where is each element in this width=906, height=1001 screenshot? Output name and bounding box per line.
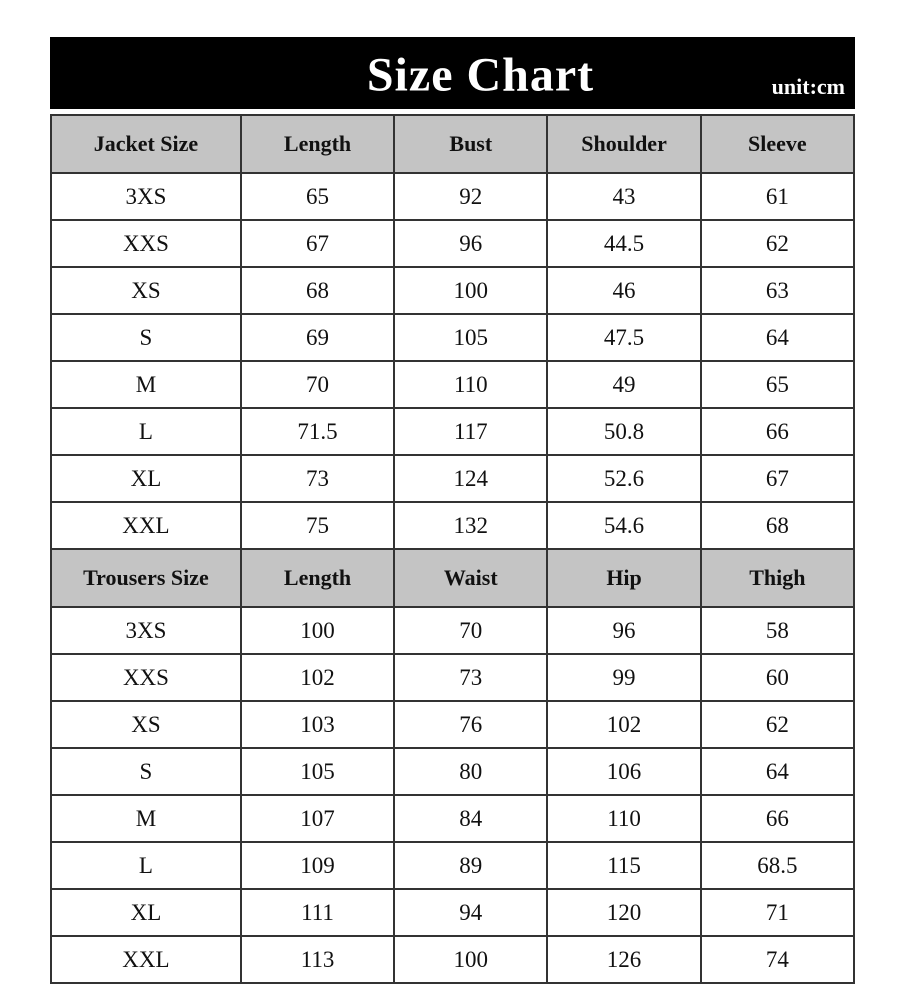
measurement-value: 60	[701, 654, 854, 701]
measurement-value: 68	[241, 267, 394, 314]
measurement-value: 62	[701, 220, 854, 267]
measurement-value: 68	[701, 502, 854, 549]
measurement-value: 71.5	[241, 408, 394, 455]
measurement-value: 67	[241, 220, 394, 267]
measurement-value: 115	[547, 842, 700, 889]
table-row	[51, 220, 854, 267]
table-row	[51, 502, 854, 549]
measurement-value: 103	[241, 701, 394, 748]
measurement-value: 73	[394, 654, 547, 701]
size-label: M	[51, 361, 241, 408]
measurement-value: 100	[394, 267, 547, 314]
measurement-value: 117	[394, 408, 547, 455]
size-label: S	[51, 748, 241, 795]
table-row	[51, 361, 854, 408]
measurement-value: 47.5	[547, 314, 700, 361]
measurement-value: 68.5	[701, 842, 854, 889]
measurement-value: 100	[241, 607, 394, 654]
size-label: 3XS	[51, 607, 241, 654]
measurement-value: 92	[394, 173, 547, 220]
size-label: XS	[51, 701, 241, 748]
measurement-value: 105	[394, 314, 547, 361]
measurement-value: 113	[241, 936, 394, 983]
measurement-value: 96	[394, 220, 547, 267]
measurement-value: 74	[701, 936, 854, 983]
size-label: XXL	[51, 502, 241, 549]
section-title-trousers: Trousers Size	[51, 549, 241, 607]
section-title-jacket: Jacket Size	[51, 115, 241, 173]
unit-label: unit:cm	[771, 74, 845, 99]
measurement-value: 43	[547, 173, 700, 220]
measurement-value: 110	[547, 795, 700, 842]
measurement-value: 70	[394, 607, 547, 654]
measurement-value: 102	[547, 701, 700, 748]
measurement-value: 49	[547, 361, 700, 408]
table-row	[51, 701, 854, 748]
size-label: XXS	[51, 220, 241, 267]
column-header: Thigh	[701, 549, 854, 607]
measurement-value: 64	[701, 314, 854, 361]
size-label: XS	[51, 267, 241, 314]
table-row	[51, 654, 854, 701]
table-row	[51, 607, 854, 654]
measurement-value: 120	[547, 889, 700, 936]
measurement-value: 62	[701, 701, 854, 748]
measurement-value: 102	[241, 654, 394, 701]
size-label: XL	[51, 455, 241, 502]
table-row	[51, 173, 854, 220]
table-row	[51, 889, 854, 936]
measurement-value: 70	[241, 361, 394, 408]
measurement-value: 66	[701, 795, 854, 842]
measurement-value: 111	[241, 889, 394, 936]
size-label: M	[51, 795, 241, 842]
measurement-value: 107	[241, 795, 394, 842]
table-row	[51, 936, 854, 983]
measurement-value: 65	[241, 173, 394, 220]
measurement-value: 73	[241, 455, 394, 502]
measurement-value: 84	[394, 795, 547, 842]
measurement-value: 96	[547, 607, 700, 654]
measurement-value: 65	[701, 361, 854, 408]
measurement-value: 50.8	[547, 408, 700, 455]
size-label: S	[51, 314, 241, 361]
size-label: XXS	[51, 654, 241, 701]
chart-title: Size Chart	[366, 48, 595, 102]
section-header-row-trousers	[51, 549, 854, 607]
table-row	[51, 842, 854, 889]
table-row	[51, 314, 854, 361]
measurement-value: 63	[701, 267, 854, 314]
column-header: Bust	[394, 115, 547, 173]
table-row	[51, 267, 854, 314]
section-header-row-jacket	[51, 115, 854, 173]
size-label: L	[51, 408, 241, 455]
table-row	[51, 455, 854, 502]
measurement-value: 80	[394, 748, 547, 795]
size-label: 3XS	[51, 173, 241, 220]
table-row	[51, 408, 854, 455]
measurement-value: 132	[394, 502, 547, 549]
measurement-value: 44.5	[547, 220, 700, 267]
table-row	[51, 795, 854, 842]
column-header: Length	[241, 549, 394, 607]
size-label: XL	[51, 889, 241, 936]
measurement-value: 109	[241, 842, 394, 889]
measurement-value: 75	[241, 502, 394, 549]
measurement-value: 106	[547, 748, 700, 795]
measurement-value: 54.6	[547, 502, 700, 549]
column-header: Shoulder	[547, 115, 700, 173]
measurement-value: 94	[394, 889, 547, 936]
measurement-value: 66	[701, 408, 854, 455]
measurement-value: 99	[547, 654, 700, 701]
column-header: Hip	[547, 549, 700, 607]
column-header: Waist	[394, 549, 547, 607]
measurement-value: 126	[547, 936, 700, 983]
measurement-value: 46	[547, 267, 700, 314]
measurement-value: 52.6	[547, 455, 700, 502]
measurement-value: 100	[394, 936, 547, 983]
size-label: XXL	[51, 936, 241, 983]
measurement-value: 67	[701, 455, 854, 502]
measurement-value: 69	[241, 314, 394, 361]
size-chart	[50, 37, 855, 984]
measurement-value: 64	[701, 748, 854, 795]
measurement-value: 124	[394, 455, 547, 502]
column-header: Length	[241, 115, 394, 173]
measurement-value: 110	[394, 361, 547, 408]
size-label: L	[51, 842, 241, 889]
measurement-value: 105	[241, 748, 394, 795]
measurement-value: 61	[701, 173, 854, 220]
title-bar	[50, 37, 855, 109]
measurement-value: 89	[394, 842, 547, 889]
measurement-value: 76	[394, 701, 547, 748]
measurement-value: 71	[701, 889, 854, 936]
measurement-value: 58	[701, 607, 854, 654]
column-header: Sleeve	[701, 115, 854, 173]
table-row	[51, 748, 854, 795]
size-table	[50, 114, 855, 984]
